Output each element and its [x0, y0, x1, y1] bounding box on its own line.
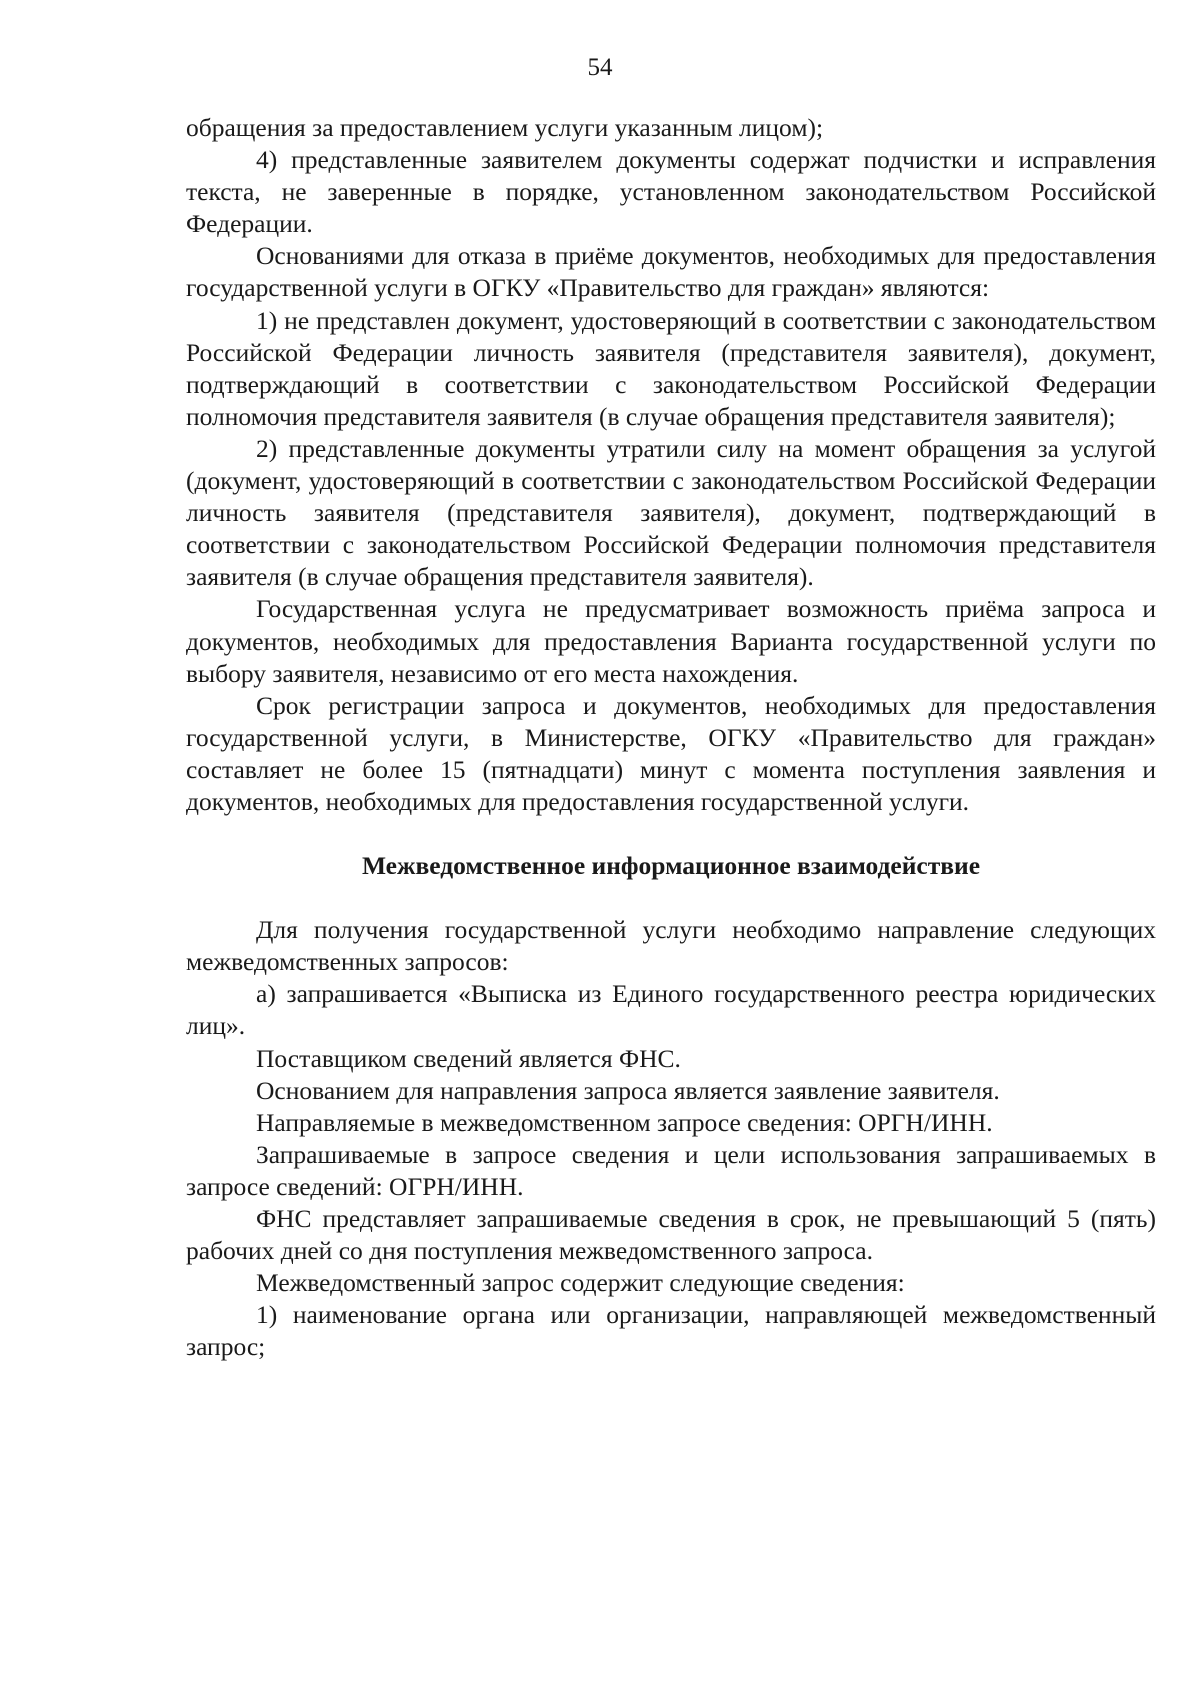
paragraph: ФНС представляет запрашиваемые сведения в срок, не превышающий 5 (пять) рабочих дней со дня поступления межведомственного запроса. [186, 1204, 1156, 1266]
paragraph: Основанием для направления запроса является заявление заявителя. [256, 1075, 1000, 1105]
paragraph: 1) не представлен документ, удостоверяющий в соответствии с законодательством Российской Федерации личность заявителя (представителя заявителя), документ, подтверждающий в соответствии с законодательством Российской Федерации полномочия представителя заявителя (в случае обращения представителя заявителя); [186, 305, 1156, 431]
paragraphs-bottom [186, 914, 1156, 1363]
paragraph: Межведомственный запрос содержит следующие сведения: [256, 1268, 905, 1298]
page-number: 54 [587, 54, 613, 81]
paragraph: Для получения государственной услуги необходимо направление следующих межведомственных запросов: [186, 915, 1156, 977]
paragraph: 1) наименование органа или организации, направляющей межведомственный запрос; [186, 1300, 1156, 1362]
paragraph: Государственная услуга не предусматривает возможность приёма запроса и документов, необходимых для предоставления Варианта государственной услуги по выбору заявителя, независимо от его места нахождения. [186, 594, 1156, 688]
paragraph: Срок регистрации запроса и документов, необходимых для предоставления государственной услуги, в Министерстве, ОГКУ «Правительство для граждан» составляет не более 15 (пятнадцати) минут с момента поступления заявления и документов, необходимых для предоставления государственной услуги. [186, 690, 1156, 816]
paragraphs-top [186, 112, 1156, 818]
paragraph: 2) представленные документы утратили силу на момент обращения за услугой (документ, удостоверяющий в соответствии с законодательством Российской Федерации личность заявителя (представителя заявителя), документ, подтверждающий в соответствии с законодательством Российской Федерации полномочия представителя заявителя (в случае обращения представителя заявителя). [186, 433, 1156, 592]
paragraph: обращения за предоставлением услуги указанным лицом); [186, 113, 824, 142]
document-body [186, 112, 1156, 1363]
paragraph: а) запрашивается «Выписка из Единого государственного реестра юридических лиц». [186, 979, 1156, 1041]
section-heading: Межведомственное информационное взаимодействие [361, 851, 981, 881]
paragraph: Поставщиком сведений является ФНС. [256, 1043, 681, 1073]
paragraph: Основаниями для отказа в приёме документов, необходимых для предоставления государственной услуги в ОГКУ «Правительство для граждан» являются: [186, 241, 1156, 303]
paragraph: 4) представленные заявителем документы содержат подчистки и исправления текста, не заверенные в порядке, установленном законодательством Российской Федерации. [186, 145, 1156, 239]
paragraph: Направляемые в межведомственном запросе сведения: ОРГН/ИНН. [256, 1107, 993, 1137]
paragraph: Запрашиваемые в запросе сведения и цели использования запрашиваемых в запросе сведений: ОГРН/ИНН. [186, 1139, 1156, 1201]
